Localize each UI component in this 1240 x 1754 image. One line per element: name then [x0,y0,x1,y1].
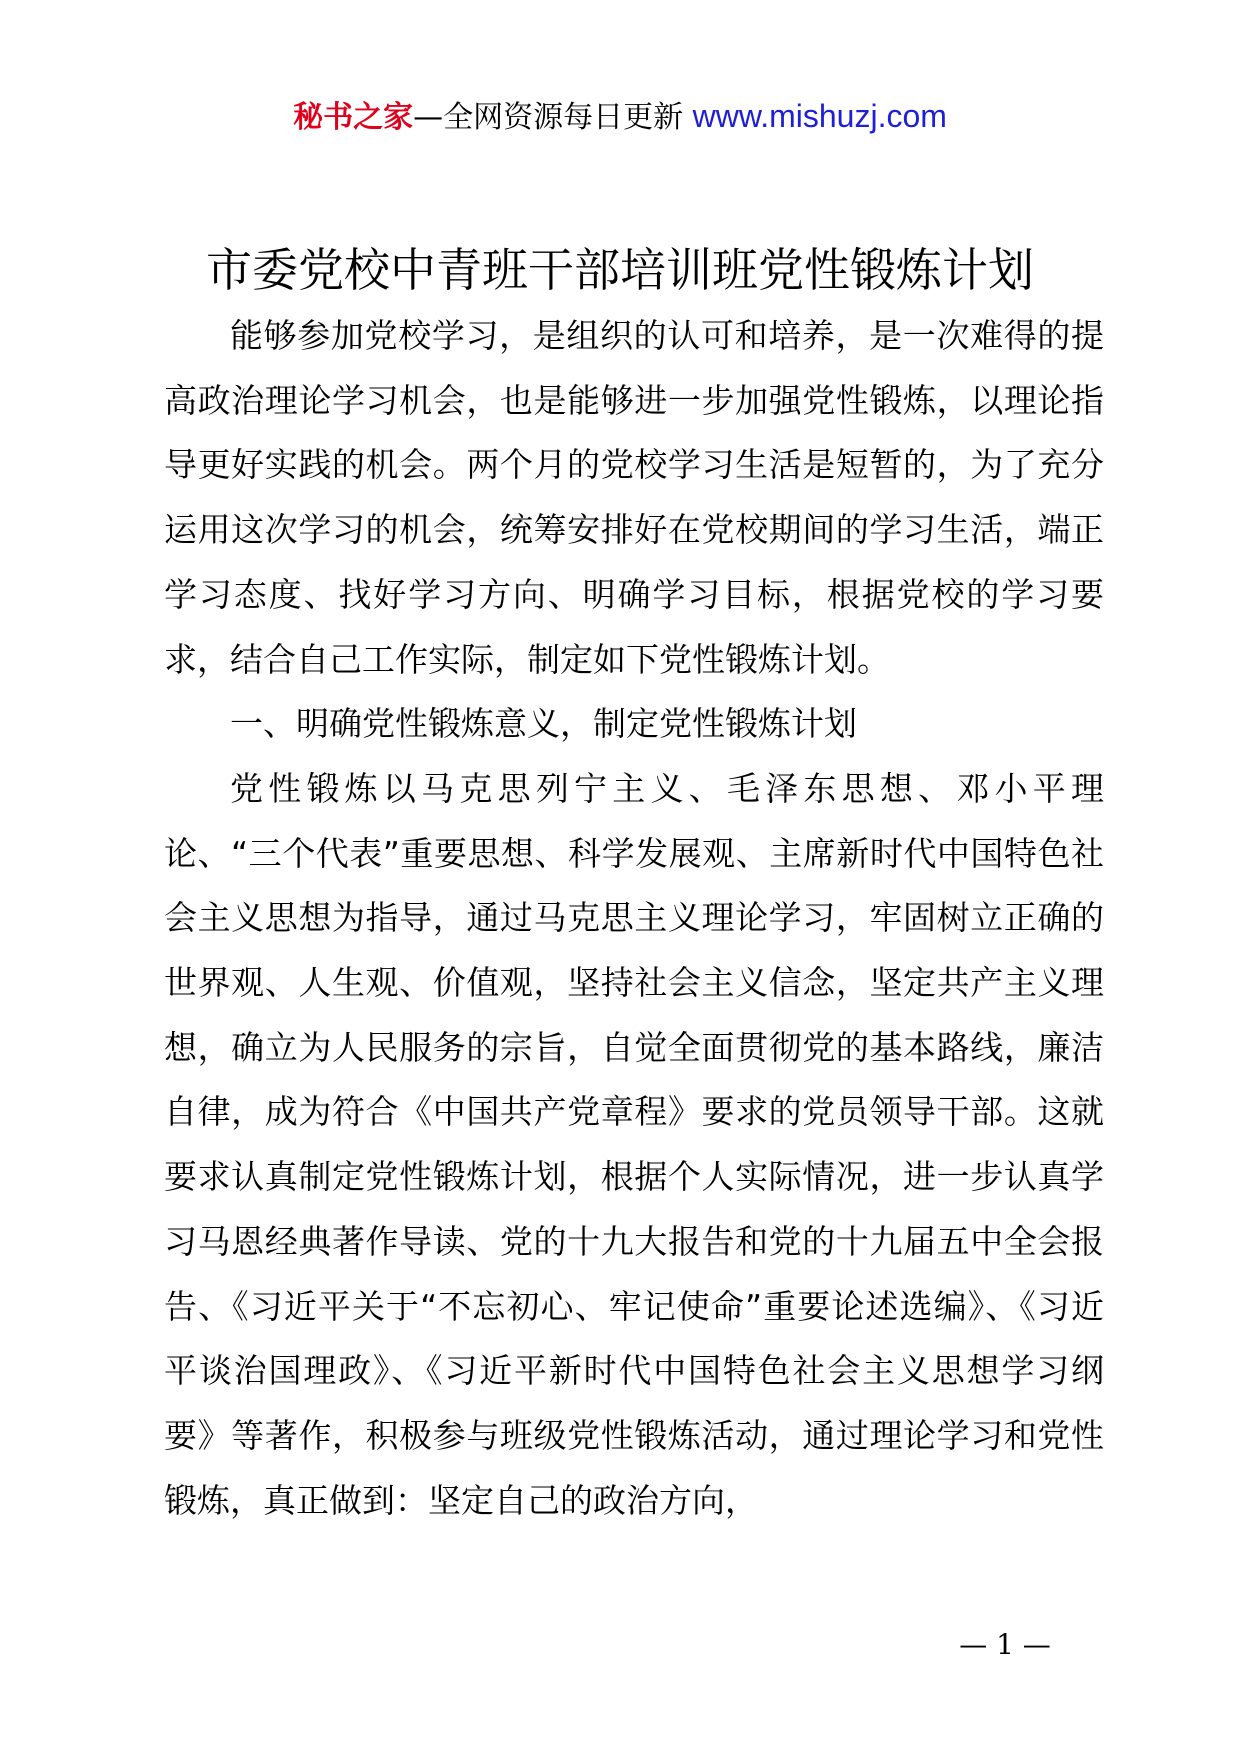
paragraph-intro: 能够参加党校学习，是组织的认可和培养，是一次难得的提高政治理论学习机会，也是能够进一步加强党性锻炼，以理论指导更好实践的机会。两个月的党校学习生活是短暂的，为了充分运用这次学习的机会，统筹安排好在党校期间的学习生活，端正学习态度、找好学习方向、明确学习目标，根据党校的学习要求，结合自己工作实际，制定如下党性锻炼计划。 [164,316,1104,679]
site-slogan: —全网资源每日更新 [413,100,693,135]
site-header [0,96,1240,138]
paragraph-section-1: 党性锻炼以马克思列宁主义、毛泽东思想、邓小平理论、“三个代表”重要思想、科学发展观、主席新时代中国特色社会主义思想为指导，通过马克思主义理论学习，牢固树立正确的世界观、人生观、价值观，坚持社会主义信念，坚定共产主义理想，确立为人民服务的宗旨，自觉全面贯彻党的基本路线，廉洁自律，成为符合《中国共产党章程》要求的党员领导干部。这就要求认真制定党性锻炼计划，根据个人实际情况，进一步认真学习马恩经典著作导读、党的十九大报告和党的十九届五中全会报告、《习近平关于“不忘初心、牢记使命”重要论述选编》、《习近平谈治国理政》、《习近平新时代中国特色社会主义思想学习纲要》等著作，积极参与班级党性锻炼活动，通过理论学习和党性锻炼，真正做到：坚定自己的政治方向， [164,768,1104,1520]
page-number: — 1 — [959,1628,1051,1661]
site-brand: 秘书之家 [293,100,414,135]
site-url-link[interactable]: www.mishuzj.com [692,98,947,134]
document-title: 市委党校中青班干部培训班党性锻炼计划 [206,243,1034,297]
document-body [164,304,1104,1533]
section-heading-1: 一、明确党性锻炼意义，制定党性锻炼计划 [230,704,857,744]
